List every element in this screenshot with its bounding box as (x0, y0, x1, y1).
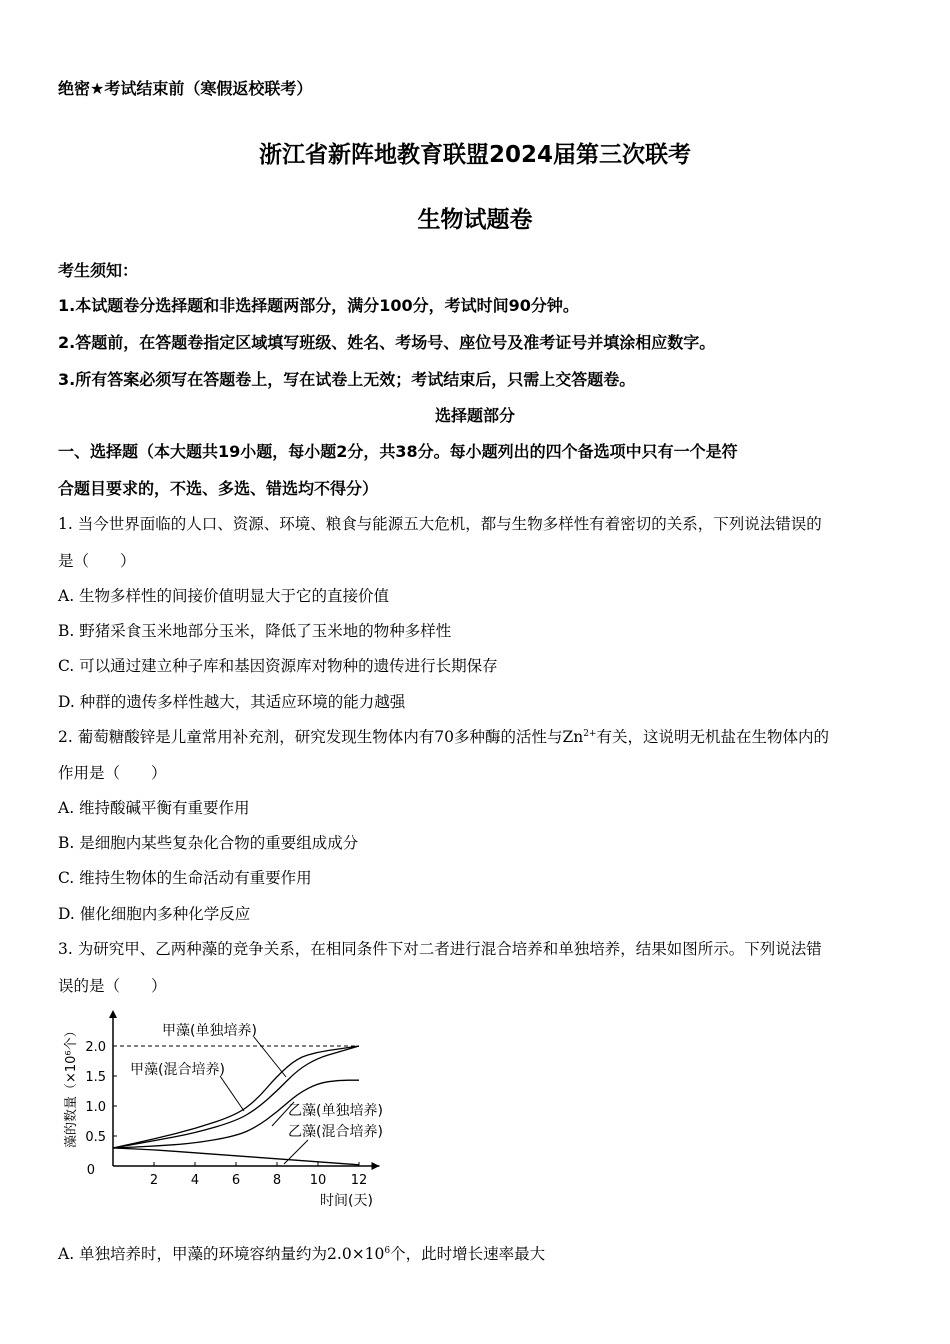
leader-jia-single (254, 1037, 286, 1077)
q3-algae-chart (58, 1008, 418, 1213)
leader-jia-mixed (220, 1076, 244, 1111)
x-tick-label: 6 (231, 1173, 241, 1188)
q1-stem-line2: 是（ ） (58, 552, 136, 570)
notice-item-3: 3.所有答案必须写在答题卷上，写在试卷上无效；考试结束后，只需上交答题卷。 (58, 370, 636, 389)
chart-xlabel: 时间(天) (320, 1193, 373, 1209)
y-tick-label: 0.5 (85, 1130, 106, 1145)
label-yi-mixed: 乙藻(混合培养) (288, 1124, 383, 1140)
label-jia-single: 甲藻(单独培养) (162, 1023, 257, 1039)
q2-option-d: D. 催化细胞内多种化学反应 (58, 905, 251, 923)
notice-item-1: 1.本试题卷分选择题和非选择题两部分，满分100分，考试时间90分钟。 (58, 296, 579, 315)
label-jia-mixed: 甲藻(混合培养) (130, 1062, 225, 1078)
q2-option-c: C. 维持生物体的生命活动有重要作用 (58, 869, 312, 887)
q3-stem-line1: 3. 为研究甲、乙两种藻的竞争关系，在相同条件下对二者进行混合培养和单独培养，结果如图所示。下列说法错 (58, 940, 822, 958)
y-axis-arrow (109, 1010, 117, 1018)
q2-stem-part-a: 2. 葡萄糖酸锌是儿童常用补充剂，研究发现生物体内有70多种酶的活性与Zn (58, 728, 584, 746)
q2-option-b: B. 是细胞内某些复杂化合物的重要组成成分 (58, 834, 359, 852)
q2-stem-line2: 作用是（ ） (58, 764, 167, 782)
q1-option-a: A. 生物多样性的间接价值明显大于它的直接价值 (58, 587, 390, 605)
label-yi-single: 乙藻(单独培养) (288, 1103, 383, 1119)
x-axis-arrow (372, 1162, 380, 1170)
section-instruction-2: 合题目要求的，不选、多选、错选均不得分） (58, 479, 379, 498)
chart-ylabel: 藻的数量（×10⁶个） (64, 1024, 79, 1148)
q1-option-d: D. 种群的遗传多样性越大，其适应环境的能力越强 (58, 693, 406, 711)
q1-option-b: B. 野猪采食玉米地部分玉米，降低了玉米地的物种多样性 (58, 622, 452, 640)
y-tick-label: 1.5 (85, 1070, 106, 1085)
q3-option-a (58, 1242, 545, 1264)
exam-title: 浙江省新阵地教育联盟2024届第三次联考 (258, 142, 691, 168)
q1-stem-line1: 1. 当今世界面临的人口、资源、环境、粮食与能源五大危机，都与生物多样性有着密切的关系，下列说法错误的 (58, 515, 822, 533)
secret-label: 绝密★考试结束前（寒假返校联考） (58, 79, 313, 98)
q3-option-a-part2: 个，此时增长速率最大 (390, 1245, 546, 1263)
q2-option-a: A. 维持酸碱平衡有重要作用 (58, 799, 250, 817)
q3-option-a-superscript: 6 (384, 1245, 391, 1256)
notice-heading: 考生须知： (58, 261, 139, 280)
x-tick-label: 10 (309, 1173, 327, 1188)
q2-stem-superscript: 2+ (583, 728, 597, 739)
subject-title: 生物试题卷 (417, 207, 533, 233)
q3-stem-line2: 误的是（ ） (58, 977, 167, 995)
q2-stem-line1 (58, 725, 829, 747)
q1-option-c: C. 可以通过建立种子库和基因资源库对物种的遗传进行长期保存 (58, 657, 498, 675)
x-tick-label: 4 (190, 1173, 200, 1188)
section-title: 选择题部分 (434, 406, 515, 425)
y-tick-label: 0 (86, 1163, 95, 1178)
y-tick-label: 1.0 (85, 1100, 106, 1115)
x-tick-label: 8 (272, 1173, 282, 1188)
q2-stem-part-b: 有关，这说明无机盐在生物体内的 (596, 728, 829, 746)
x-tick-label: 2 (149, 1173, 159, 1188)
q3-option-a-part1: A. 单独培养时，甲藻的环境容纳量约为2.0×10 (58, 1245, 385, 1263)
y-tick-label: 2.0 (85, 1040, 106, 1055)
notice-item-2: 2.答题前，在答题卷指定区域填写班级、姓名、考场号、座位号及准考证号并填涂相应数字。 (58, 333, 716, 352)
section-instruction-1: 一、选择题（本大题共19小题，每小题2分，共38分。每小题列出的四个备选项中只有一个是符 (58, 442, 738, 461)
x-tick-label: 12 (350, 1173, 368, 1188)
